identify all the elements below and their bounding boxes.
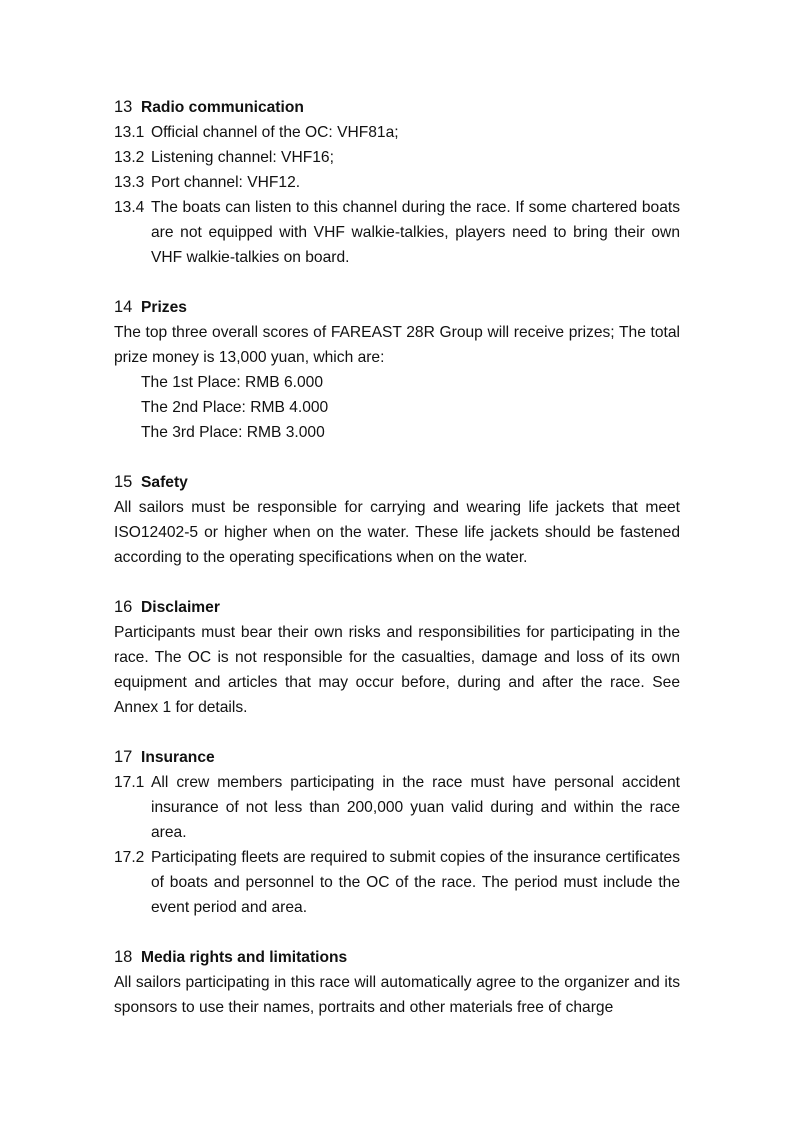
item-number: 13.3: [114, 174, 145, 191]
section-disclaimer: [114, 595, 680, 720]
section-title: Disclaimer: [141, 599, 220, 616]
section-number: 16: [114, 598, 133, 616]
section-title: Media rights and limitations: [141, 949, 348, 966]
section-heading: [114, 95, 680, 120]
item-number: 17.2: [114, 849, 145, 866]
section-heading: [114, 470, 680, 495]
section-number: 18: [114, 948, 133, 966]
prize-line: The 1st Place: RMB 6.000: [141, 374, 324, 391]
section-heading: [114, 595, 680, 620]
list-item: [114, 170, 680, 195]
section-number: 13: [114, 98, 133, 116]
section-number: 14: [114, 298, 133, 316]
item-text: All crew members participating in the race must have personal accident insurance of not less than 200,000 yuan valid during and within the race area.: [151, 774, 680, 841]
prize-line: The 2nd Place: RMB 4.000: [141, 399, 329, 416]
section-number: 17: [114, 748, 133, 766]
section-safety: [114, 470, 680, 570]
item-text: Port channel: VHF12.: [151, 174, 301, 191]
section-heading: [114, 745, 680, 770]
section-radio-communication: [114, 95, 680, 270]
item-number: 13.2: [114, 149, 145, 166]
section-title: Safety: [141, 474, 188, 491]
item-text: Participating fleets are required to submit copies of the insurance certificates of boats and personnel to the OC of the race. The period must include the event period and area.: [151, 849, 680, 916]
list-item: [114, 195, 680, 270]
item-text: The boats can listen to this channel during the race. If some chartered boats are not equipped with VHF walkie-talkies, players need to bring their own VHF walkie-talkies on board.: [151, 199, 680, 266]
item-number: 13.1: [114, 124, 145, 141]
list-item: [114, 120, 680, 145]
paragraph: All sailors participating in this race will automatically agree to the organizer and its sponsors to use their names, portraits and other materials free of charge: [114, 974, 680, 1016]
document-page: [114, 95, 680, 1045]
prize-line: The 3rd Place: RMB 3.000: [141, 424, 325, 441]
section-number: 15: [114, 473, 133, 491]
paragraph: The top three overall scores of FAREAST 28R Group will receive prizes; The total prize money is 13,000 yuan, which are:: [114, 324, 680, 366]
item-text: Listening channel: VHF16;: [151, 149, 334, 166]
list-item: [114, 145, 680, 170]
section-insurance: [114, 745, 680, 920]
list-item: [114, 770, 680, 845]
section-title: Radio communication: [141, 99, 304, 116]
paragraph: All sailors must be responsible for carrying and wearing life jackets that meet ISO12402-5 or higher when on the water. These life jackets should be fastened according to the operating specifications when on the water.: [114, 499, 680, 566]
section-heading: [114, 945, 680, 970]
item-number: 17.1: [114, 774, 145, 791]
section-title: Prizes: [141, 299, 187, 316]
list-item: [114, 845, 680, 920]
section-heading: [114, 295, 680, 320]
item-number: 13.4: [114, 199, 145, 216]
section-media-rights: [114, 945, 680, 1020]
item-text: Official channel of the OC: VHF81a;: [151, 124, 399, 141]
section-title: Insurance: [141, 749, 215, 766]
section-prizes: [114, 295, 680, 445]
paragraph: Participants must bear their own risks and responsibilities for participating in the race. The OC is not responsible for the casualties, damage and loss of its own equipment and articles that may occur before, during and after the race. See Annex 1 for details.: [114, 624, 680, 716]
